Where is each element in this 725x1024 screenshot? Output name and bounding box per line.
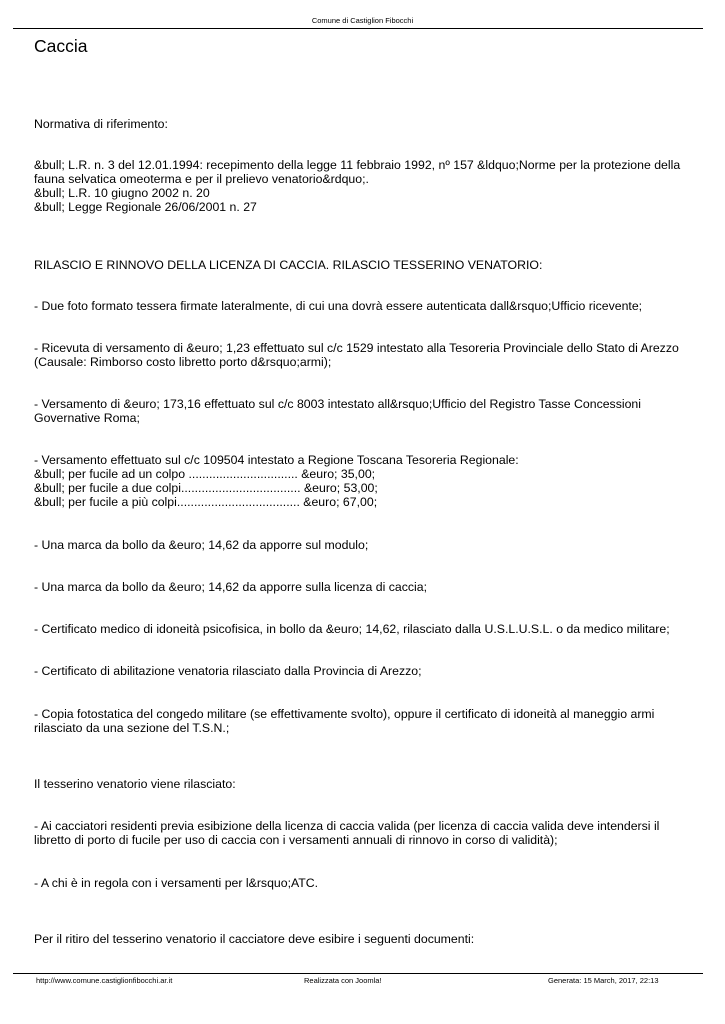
- normativa-item: &bull; Legge Regionale 26/06/2001 n. 27: [34, 200, 257, 214]
- requirement-ricevuta: - Ricevuta di versamento di &euro; 1,23 effettuato sul c/c 1529 intestato alla Tesoreria Provinciale dello Stato di Arezzo: [34, 341, 679, 355]
- footer-generated: Generata: 15 March, 2017, 22:13: [548, 976, 659, 985]
- rilascio-heading: RILASCIO E RINNOVO DELLA LICENZA DI CACCIA. RILASCIO TESSERINO VENATORIO:: [34, 258, 543, 272]
- condition-regola-versamenti: - A chi è in regola con i versamenti per l&rsquo;ATC.: [34, 876, 319, 890]
- fee-line: &bull; per fucile ad un colpo ................................ &euro; 35,00;: [34, 467, 376, 481]
- requirement-certificato-abilitazione: - Certificato di abilitazione venatoria rilasciato dalla Provincia di Arezzo;: [34, 664, 422, 678]
- requirement-marca-licenza: - Una marca da bollo da &euro; 14,62 da apporre sulla licenza di caccia;: [34, 580, 428, 594]
- requirement-ricevuta: (Causale: Rimborso costo libretto porto d&rsquo;armi);: [34, 355, 332, 369]
- header-divider: [13, 28, 703, 29]
- requirement-versamento-regione: - Versamento effettuato sul c/c 109504 intestato a Regione Toscana Tesoreria Regionale:: [34, 453, 519, 467]
- requirement-versamento-tasse: Governative Roma;: [34, 411, 140, 425]
- footer-divider: [13, 973, 703, 974]
- page-title: Caccia: [34, 36, 88, 56]
- page-header: Comune di Castiglion Fibocchi: [311, 16, 414, 25]
- normativa-item: fauna selvatica omeoterma e per il prelievo venatorio&rdquo;.: [34, 172, 369, 186]
- normativa-item: &bull; L.R. 10 giugno 2002 n. 20: [34, 186, 210, 200]
- footer-made-with: Realizzata con Joomla!: [304, 976, 382, 985]
- footer-url: http://www.comune.castiglionfibocchi.ar.it: [36, 976, 173, 985]
- requirement-marca-modulo: - Una marca da bollo da &euro; 14,62 da apporre sul modulo;: [34, 538, 369, 552]
- fee-line: &bull; per fucile a più colpi.................................... &euro; 67,00;: [34, 495, 378, 509]
- requirement-congedo: - Copia fotostatica del congedo militare (se effettivamente svolto), oppure il certificato di idoneità al maneggio armi: [34, 707, 655, 721]
- normativa-heading: Normativa di riferimento:: [34, 117, 168, 131]
- requirement-foto: - Due foto formato tessera firmate lateralmente, di cui una dovrà essere autenticata dall&rsquo;Ufficio ricevente;: [34, 299, 643, 313]
- fee-line: &bull; per fucile a due colpi................................... &euro; 53,00;: [34, 481, 378, 495]
- tesserino-heading: Il tesserino venatorio viene rilasciato:: [34, 777, 236, 791]
- requirement-certificato-medico: - Certificato medico di idoneità psicofisica, in bollo da &euro; 14,62, rilasciato dalla U.S.L.U.S.L. o da medico militare;: [34, 622, 670, 636]
- ritiro-heading: Per il ritiro del tesserino venatorio il cacciatore deve esibire i seguenti documenti:: [34, 932, 475, 946]
- condition-cacciatori-residenti: - Ai cacciatori residenti previa esibizione della licenza di caccia valida (per licenza di caccia valida deve intendersi il: [34, 819, 660, 833]
- condition-cacciatori-residenti: libretto di porto di fucile per uso di caccia con i versamenti annuali di rinnovo in corso di validità);: [34, 833, 558, 847]
- normativa-item: &bull; L.R. n. 3 del 12.01.1994: recepimento della legge 11 febbraio 1992, nº 157 &ldquo;Norme per la protezione della: [34, 158, 681, 172]
- requirement-congedo: rilasciato da una sezione del T.S.N.;: [34, 721, 230, 735]
- requirement-versamento-tasse: - Versamento di &euro; 173,16 effettuato sul c/c 8003 intestato all&rsquo;Ufficio del Registro Tasse Concessioni: [34, 397, 641, 411]
